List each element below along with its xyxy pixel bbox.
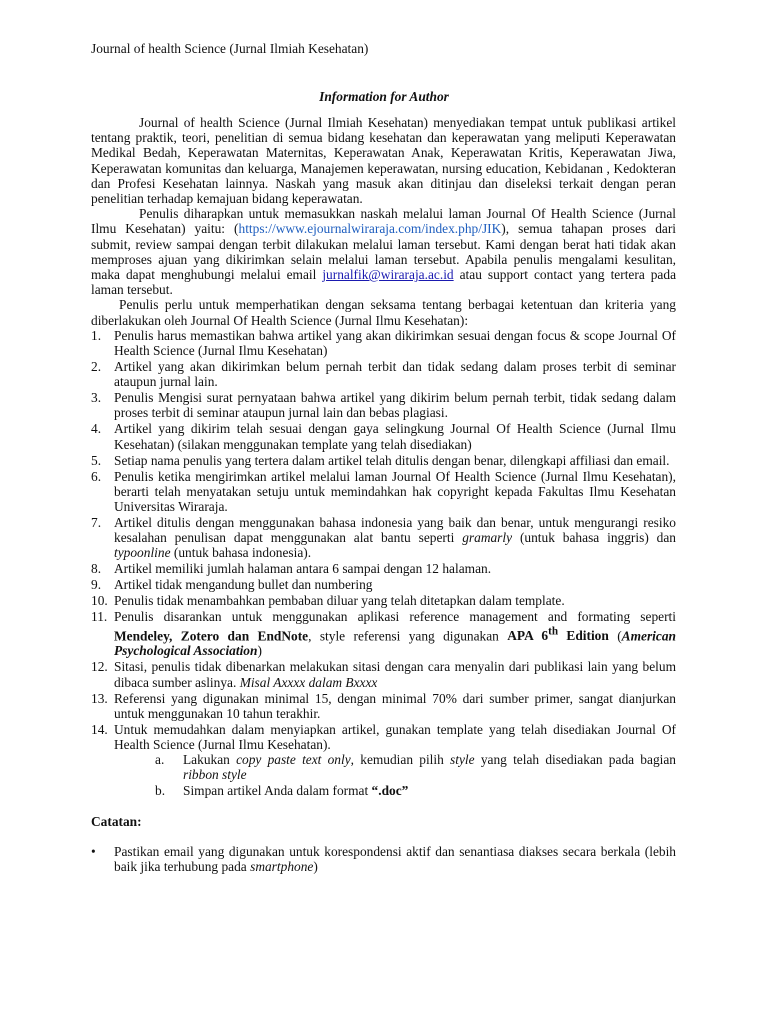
reference-managers: Mendeley, Zotero dan EndNote xyxy=(114,628,309,644)
list-item-text: Untuk memudahkan dalam menyiapkan artikel, gunakan template yang telah disediakan Journal Of Health Science (Jurnal Ilmu Kesehatan). xyxy=(114,721,676,752)
list-number: 14. xyxy=(91,721,108,737)
list-item-text: Sitasi, penulis tidak dibenarkan melakukan sitasi dengan cara menyalin dari publikasi lain yang belum dibaca sumber aslinya. xyxy=(114,659,676,690)
list-item xyxy=(91,593,676,608)
list-number: 6. xyxy=(91,468,102,484)
list-item xyxy=(91,359,676,389)
emphasis-text: copy paste text only xyxy=(236,752,351,768)
running-header: Journal of health Science (Jurnal Ilmiah Kesehatan) xyxy=(91,41,369,56)
list-item-text: (untuk bahasa inggris) dan xyxy=(512,530,676,546)
submission-paragraph xyxy=(91,206,676,297)
notes-list xyxy=(91,844,676,874)
list-item xyxy=(91,515,676,561)
list-number: 13. xyxy=(91,690,108,706)
list-number: 5. xyxy=(91,452,102,468)
emphasis-text: smartphone xyxy=(250,859,314,875)
list-item-text: Penulis ketika mengirimkan artikel melalui laman Journal Of Health Science (Jurnal Ilmu Kesehatan), berarti telah menyatakan setuju untuk memindahkan hak copyright kepada Fakultas Ilmu Kesehatan Universitas Wiraraja. xyxy=(114,468,676,515)
list-item-text: ( xyxy=(608,628,622,644)
journal-link[interactable]: https://www.ejournalwiraraja.com/index.php/JIK xyxy=(238,221,502,237)
list-number: 3. xyxy=(91,390,102,406)
citation-example: Misal Axxxx dalam Bxxxx xyxy=(239,674,378,690)
notes-heading: Catatan: xyxy=(91,813,142,829)
list-number: 1. xyxy=(91,327,102,343)
list-item xyxy=(91,469,676,515)
list-item-text: Pastikan email yang digunakan untuk korespondensi aktif dan senantiasa diakses secara berkala (lebih baik jika terhubung pada xyxy=(114,843,676,875)
contact-email-link[interactable]: jurnalfik@wiraraja.ac.id xyxy=(322,267,454,283)
list-number: 8. xyxy=(91,561,102,577)
list-letter: b. xyxy=(155,782,166,798)
typoonline-tool-name: typoonline xyxy=(114,545,171,561)
gramarly-tool-name: gramarly xyxy=(462,530,513,546)
list-item xyxy=(91,722,676,798)
list-item xyxy=(91,390,676,420)
list-item-text: Penulis tidak menambahkan pembaban diluar yang telah ditetapkan dalam template. xyxy=(114,593,565,609)
submission-text-2: ), semua tahapan proses dari submit, review sampai dengan terbit dilakukan melalui laman tersebut. Kami dengan berat hati tidak akan memproses ajuan yang dikirimkan selain melalui laman tersebut. Apabila penulis mengalami kesulitan, maka dapat menghubungi melalui email xyxy=(91,221,677,283)
list-item xyxy=(91,659,676,689)
list-item xyxy=(137,752,676,782)
list-item xyxy=(91,453,676,468)
list-item-text: Artikel ditulis dengan menggunakan bahasa indonesia yang baik dan benar, untuk mengurangi resiko kesalahan penulisan dapat menggunakan alat bantu seperti xyxy=(114,515,676,546)
citation-style xyxy=(507,625,609,644)
list-letter: a. xyxy=(155,752,165,768)
template-steps-list xyxy=(114,752,676,798)
list-item xyxy=(91,561,676,576)
list-item-text: Setiap nama penulis yang tertera dalam artikel telah ditulis dengan benar, dilengkapi affiliasi dan email. xyxy=(114,452,670,468)
page-title: Information for Author xyxy=(319,89,449,104)
list-item-text: Penulis Mengisi surat pernyataan bahwa artikel yang dikirim belum pernah terbit, tidak sedang dalam proses terbit di seminar ataupun jurnal lain dan bebas plagiasi. xyxy=(114,390,676,421)
bullet-icon: • xyxy=(91,843,96,859)
list-item-text: (untuk bahasa indonesia). xyxy=(170,545,312,561)
list-number: 4. xyxy=(91,421,102,437)
rules-list xyxy=(91,328,676,798)
list-item-text: ) xyxy=(257,643,262,659)
list-item-text: ) xyxy=(313,859,318,875)
list-number: 10. xyxy=(91,593,108,609)
list-number: 9. xyxy=(91,577,102,593)
list-item-text: , kemudian pilih xyxy=(350,752,451,768)
list-item xyxy=(137,783,676,798)
list-item xyxy=(91,844,676,874)
emphasis-text: ribbon style xyxy=(183,767,247,783)
submission-text: Penulis diharapkan untuk memasukkan naskah melalui laman Journal Of Health Science (Jurnal Ilmu Kesehatan) yaitu: ( xyxy=(91,206,676,237)
citation-style-superscript: th xyxy=(548,625,559,638)
list-item xyxy=(91,609,676,658)
list-item-text: Artikel tidak mengandung bullet dan numbering xyxy=(114,577,373,593)
list-number: 2. xyxy=(91,359,102,375)
file-format: “.doc” xyxy=(371,782,409,798)
list-item-text: , style referensi yang digunakan xyxy=(308,628,508,644)
citation-style-name: APA 6 xyxy=(507,628,549,644)
list-item-text: Referensi yang digunakan minimal 15, dengan minimal 70% dari sumber primer, sangat dianjurkan untuk menggunakan 10 tahun terakhir. xyxy=(114,690,676,721)
list-item-text: Lakukan xyxy=(183,752,237,768)
document-body xyxy=(91,115,676,874)
apa-full-name: American Psychological Association xyxy=(114,628,676,659)
list-item-text: Artikel yang akan dikirimkan belum pernah terbit dan tidak sedang dalam proses terbit di seminar ataupun jurnal lain. xyxy=(114,359,676,390)
intro-paragraph: Journal of health Science (Jurnal Ilmiah Kesehatan) menyediakan tempat untuk publikasi artikel tentang praktik, teori, penelitian di semua bidang kesehatan dan keperawatan yang meliputi Keperawatan Medikal Bedah, Keperawatan Maternitas, Keperawatan Anak, Keperawatan Kritis, Keperawatan Jiwa, Keperawatan komunitas dan keluarga, Manajemen keperawatan, nursing education, Kebidanan , Kedokteran dan Profesi Kesehatan lainnya. Naskah yang masuk akan ditinjau dan diseleksi terkait dengan peran penelitian terhadap kemajuan bidang keperawatan. xyxy=(91,115,676,207)
list-item-text: Penulis harus memastikan bahwa artikel yang akan dikirimkan sesuai dengan focus & scope Journal Of Health Science (Jurnal Ilmu Kesehatan) xyxy=(114,327,676,359)
list-number: 11. xyxy=(91,609,108,625)
citation-style-edition: Edition xyxy=(558,628,609,644)
list-item xyxy=(91,328,676,358)
criteria-intro-paragraph: Penulis perlu untuk memperhatikan dengan seksama tentang berbagai ketentuan dan kriteria yang diberlakukan oleh Journal Of Health Science (Jurnal Ilmu Kesehatan): xyxy=(91,297,676,328)
list-item-text: yang telah disediakan pada bagian xyxy=(474,752,676,768)
list-item xyxy=(91,421,676,451)
emphasis-text: style xyxy=(450,752,475,768)
list-item-text: Artikel memiliki jumlah halaman antara 6 sampai dengan 12 halaman. xyxy=(114,561,492,577)
list-item-text: Artikel yang dikirim telah sesuai dengan gaya selingkung Journal Of Health Science (Jurnal Ilmu Kesehatan) (silakan menggunakan template yang telah disediakan) xyxy=(114,421,676,452)
submission-text-3: atau support contact yang tertera pada laman tersebut. xyxy=(91,267,677,298)
list-item-text: Simpan artikel Anda dalam format xyxy=(183,782,372,798)
list-item-text: Penulis disarankan untuk menggunakan aplikasi reference management and formating seperti xyxy=(114,609,676,625)
list-number: 12. xyxy=(91,659,108,675)
list-number: 7. xyxy=(91,515,102,531)
list-item xyxy=(91,577,676,592)
list-item xyxy=(91,691,676,721)
